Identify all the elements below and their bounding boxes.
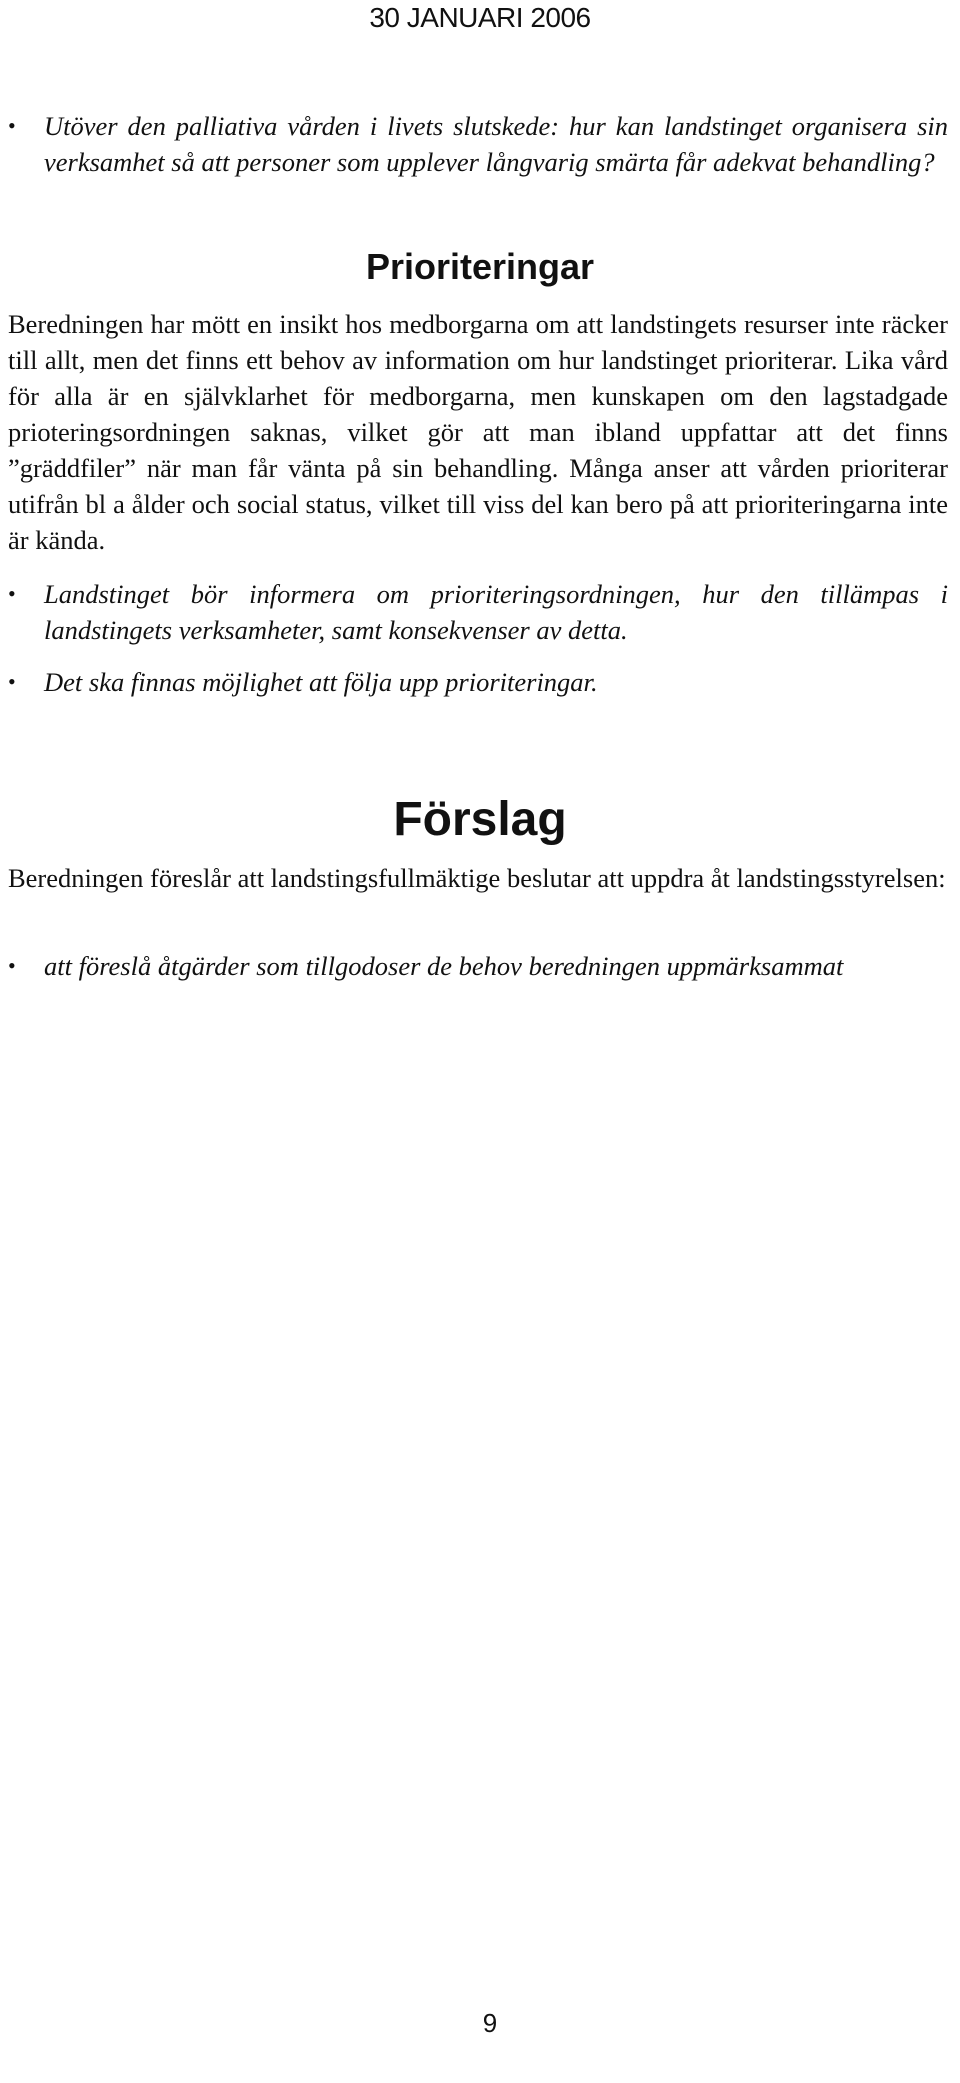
forslag-paragraph: Beredningen föreslår att landstingsfullmäktige beslutar att uppdra åt landstingsstyrelsen: (8, 863, 946, 893)
prioriteringar-paragraph: Beredningen har mött en insikt hos medborgarna om att landstingets resurser inte räcker till allt, men det finns ett behov av information om hur landstinget prioriterar. Lika vård för alla är en självklarhet för medborgarna, men kunskapen om den lagstadgade prioteringsordningen saknas, vilket gör att man ibland uppfattar att det finns ”gräddfiler” när man får vänta på sin behandling. Många anser att vården prioriterar utifrån bl a ålder och social status, vilket till viss del kan bero på att prioriteringarna inte är kända. (8, 309, 948, 555)
header-date: 30 JANUARI 2006 (369, 2, 591, 33)
heading-forslag: Förslag (393, 793, 567, 846)
intro-bullet-text: Utöver den palliativa vården i livets slutskede: hur kan landstinget organisera sin verksamhet så att personer som upplever långvarig smärta får adekvat behandling? (44, 111, 948, 177)
page-number: 9 (482, 2008, 498, 2038)
bullet-marker: • (8, 669, 16, 694)
prioriteringar-bullet-2 (8, 664, 948, 700)
prioriteringar-bullet-1 (8, 576, 948, 648)
heading-prioriteringar: Prioriteringar (365, 246, 595, 287)
forslag-bullet-1-text: att föreslå åtgärder som tillgodoser de behov beredningen uppmärksammat (44, 951, 844, 981)
prioriteringar-bullet-1-text: Landstinget bör informera om prioriteringsordningen, hur den tillämpas i landstingets verksamheter, samt konsekvenser av detta. (44, 579, 948, 645)
forslag-bullet-1 (8, 948, 948, 984)
bullet-marker: • (8, 953, 16, 978)
bullet-marker: • (8, 581, 16, 606)
prioriteringar-bullet-2-text: Det ska finnas möjlighet att följa upp prioriteringar. (44, 667, 598, 697)
bullet-marker: • (8, 113, 16, 138)
intro-bullet (8, 108, 948, 180)
